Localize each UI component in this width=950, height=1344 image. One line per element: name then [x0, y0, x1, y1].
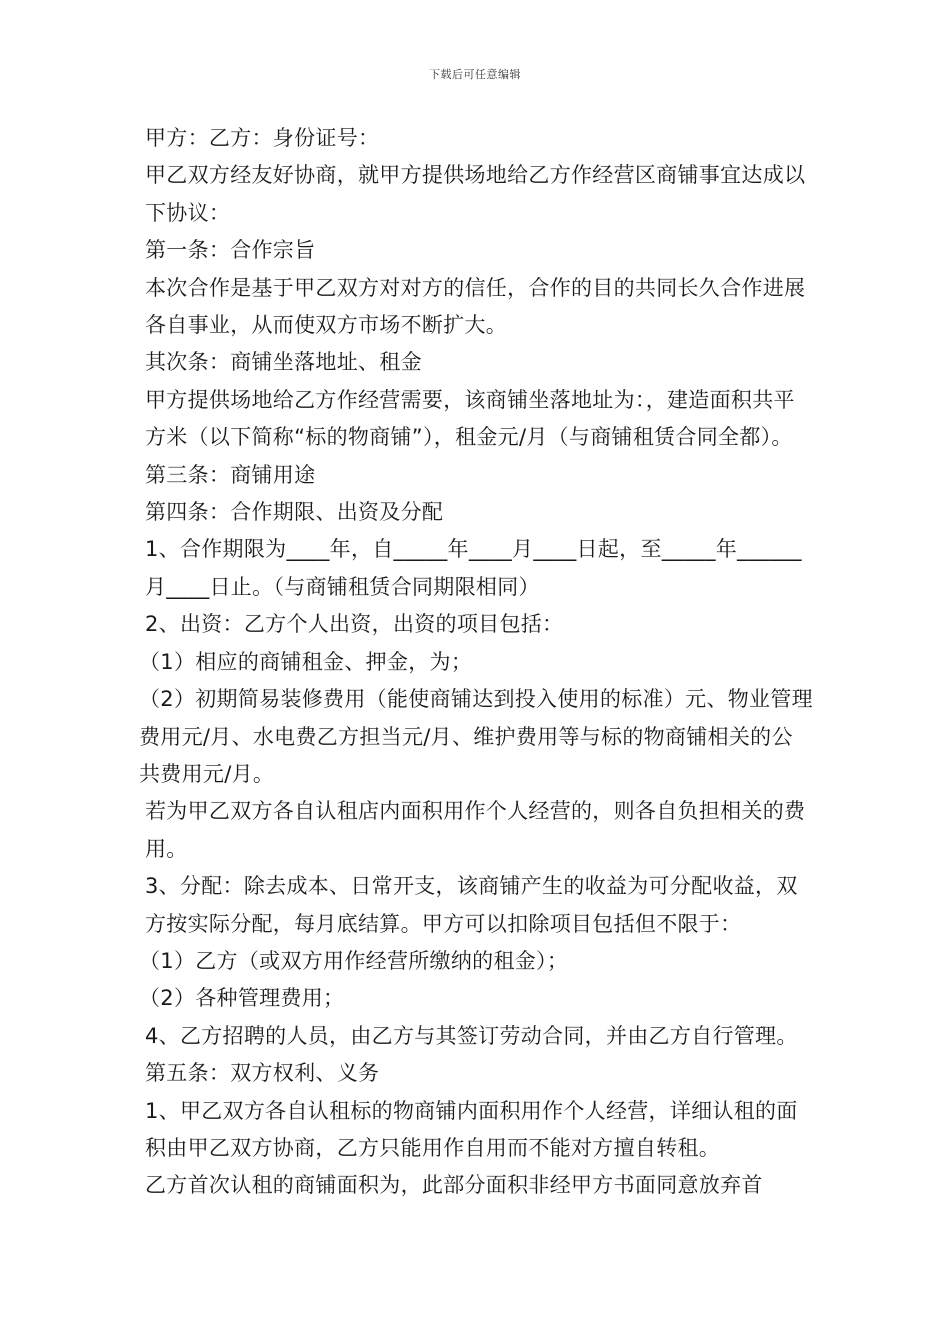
article-4-clause-2-item-1: （1）相应的商铺租金、押金，为； — [139, 649, 473, 674]
parties-line: 甲方：乙方：身份证号： — [145, 126, 380, 150]
article-4-clause-3-item-1: （1）乙方（或双方用作经营所缴纳的租金）； — [139, 948, 569, 973]
header-note: 下载后可任意编辑 — [429, 68, 521, 81]
article-5-heading: 第五条：双方权利、义务 — [145, 1061, 380, 1086]
article-4-clause-2: 2、出资：乙方个人出资，出资的项目包括： — [145, 612, 564, 637]
article-1-paragraph: 本次合作是基于甲乙双方对对方的信任，合作的目的共同长久合作进展各自事业，从而使双方市场不断扩大。 — [145, 275, 806, 338]
preamble-paragraph: 甲乙双方经友好协商，就甲方提供场地给乙方作经营区商铺事宜达成以下协议： — [145, 163, 806, 225]
article-2-paragraph: 甲方提供场地给乙方作经营需要，该商铺坐落地址为：，建造面积共平方米（以下简称“标的物商铺”），租金元/月（与商铺租赁合同全都）。 — [145, 387, 795, 450]
article-4-clause-4: 4、乙方招聘的人员，由乙方与其签订劳动合同，并由乙方自行管理。 — [145, 1023, 798, 1048]
contract-body — [139, 120, 813, 1205]
article-2-heading: 其次条：商铺坐落地址、租金 — [145, 350, 422, 375]
article-5-clause-1-continued: 乙方首次认租的商铺面积为，此部分面积非经甲方书面同意放弃首 — [145, 1173, 763, 1198]
article-4-clause-1: 1、合作期限为____年，自_____年____月____日起，至_____年______月____日止。（与商铺租赁合同期限相同） — [145, 537, 802, 599]
article-4-heading: 第四条：合作期限、出资及分配 — [145, 500, 444, 525]
article-4-clause-3: 3、分配：除去成本、日常开支，该商铺产生的收益为可分配收益，双方按实际分配，每月底结算。甲方可以扣除项目包括但不限于： — [145, 874, 798, 936]
article-5-clause-1: 1、甲乙双方各自认租标的物商铺内面积用作个人经营，详细认租的面积由甲乙双方协商，乙方只能用作自用而不能对方擅自转租。 — [145, 1098, 798, 1160]
article-4-clause-2-note: 若为甲乙双方各自认租店内面积用作个人经营的，则各自负担相关的费用。 — [145, 799, 806, 861]
article-3-heading: 第三条：商铺用途 — [145, 462, 316, 487]
article-4-clause-3-item-2: （2）各种管理费用； — [139, 986, 345, 1011]
article-4-clause-2-item-2: （2）初期简易装修费用（能使商铺达到投入使用的标准）元、物业管理费用元/月、水电费乙方担当元/月、维护费用等与标的物商铺相关的公共费用元/月。 — [139, 687, 813, 786]
article-1-heading: 第一条：合作宗旨 — [145, 238, 316, 263]
